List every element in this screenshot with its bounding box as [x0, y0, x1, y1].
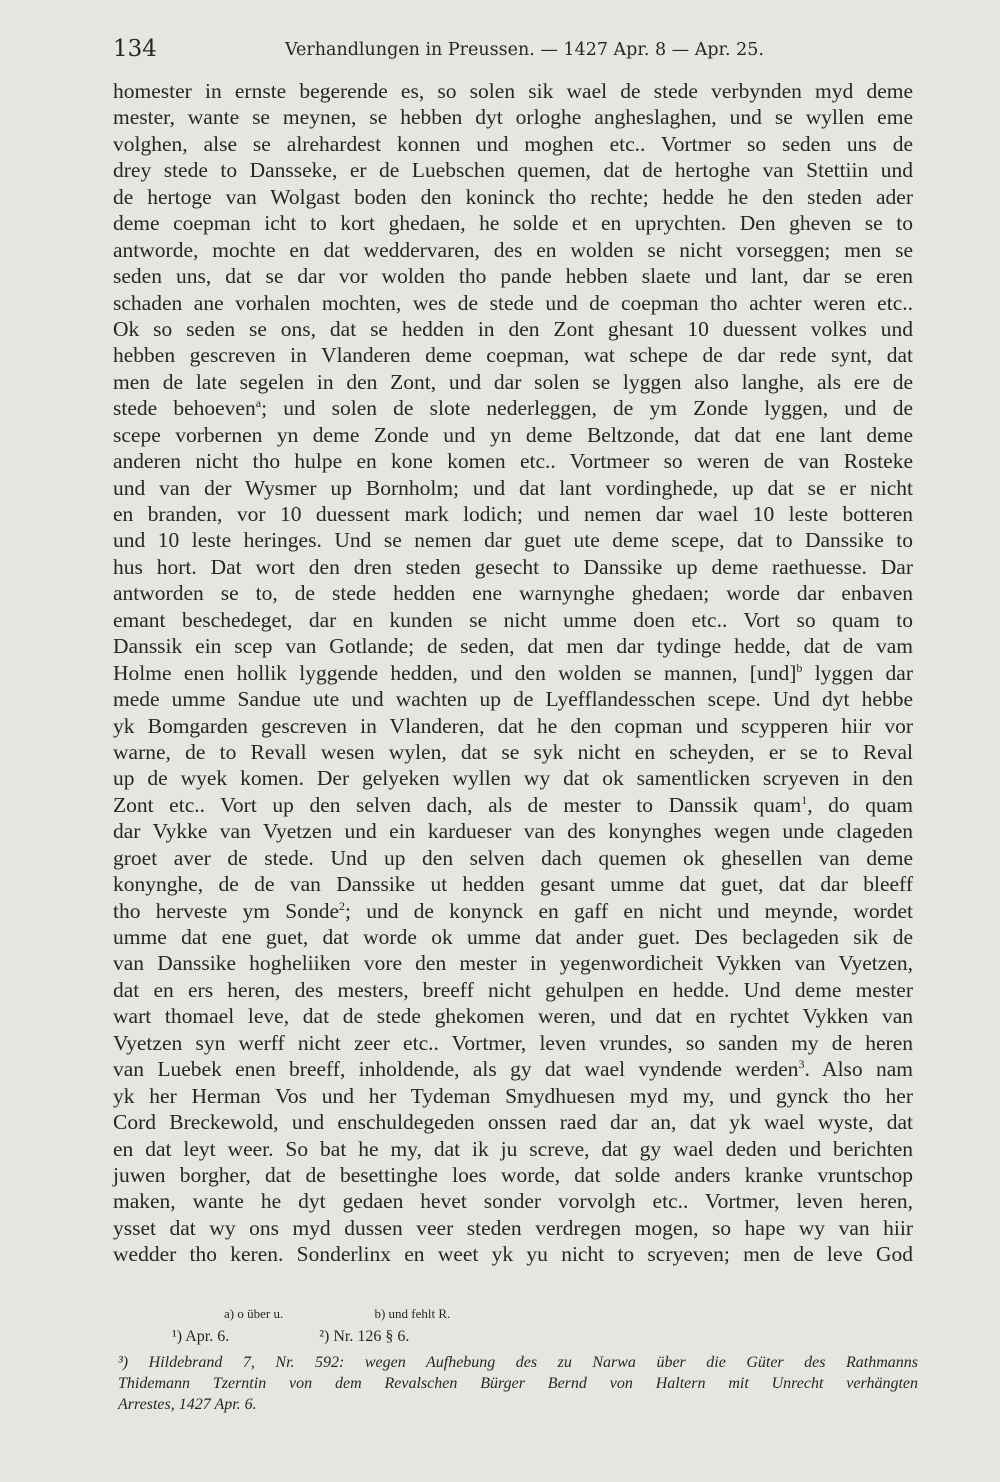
- note-marker: 2: [339, 898, 345, 913]
- text-line: juwen borgher, dat de besettinghe loes worde, dat solde anders kranke vruntschop: [113, 1162, 913, 1187]
- textual-note-a: a) o über u.: [224, 1306, 284, 1321]
- text-line: up de wyek komen. Der gelyeken wyllen wy dat ok samentlicken scryeven in den: [113, 766, 913, 791]
- text-line: homester in ernste begerende es, so solen sik wael de stede verbynden myd deme: [113, 79, 913, 103]
- text-line: hebben gescreven in Vlanderen deme coepman, wat schepe de dar rede synt, dat: [113, 343, 913, 368]
- text-line: drey stede to Dansseke, er de Luebschen quemen, dat de hertoghe van Stettiin und: [113, 158, 913, 183]
- text-line: groet aver de stede. Und up den selven dach quemen ok ghesellen van deme: [113, 845, 913, 870]
- text-line: de hertoge van Wolgast boden den koninck tho rechte; hedde he den steden ader: [113, 184, 913, 209]
- text-line: hus hort. Dat wort den dren steden gesecht to Danssike up deme raethuesse. Dar: [113, 554, 913, 579]
- textual-notes: [224, 1306, 624, 1322]
- text-line: wart thomael leve, dat de stede ghekomen weren, und dat en rychtet Vykken van: [113, 1004, 913, 1029]
- text-line: Cord Breckewold, und enschuldegeden onssen raed dar an, dat yk wael wyste, dat: [113, 1110, 913, 1135]
- text-line: mede umme Sandue ute und wachten up de Lyefflandesschen scepe. Und dyt hebbe: [113, 687, 913, 712]
- text-line: anderen nicht tho hulpe en kone komen etc.. Vortmeer so weren de van Rosteke: [113, 449, 913, 474]
- running-title: Verhandlungen in Preussen. — 1427 Apr. 8 — Apr. 25.: [285, 40, 764, 60]
- note-marker: 1: [801, 792, 808, 807]
- note-marker: b: [796, 660, 803, 675]
- text-line: maken, wante he dyt gedaen hevet sonder vorvolgh etc.. Vortmer, leven heren,: [113, 1189, 913, 1214]
- text-line: umme dat ene guet, dat worde ok umme dat ander guet. Des beclageden sik de: [113, 925, 913, 949]
- text-line: schaden ane vorhalen mochten, wes de stede und de coepman tho achter weren etc..: [113, 290, 913, 315]
- text-line: konynghe, de de van Danssike ut hedden gesant umme dat guet, dat dar bleeff: [113, 872, 913, 897]
- text-line: antworde, mochte en dat weddervaren, des en wolden se nicht vorseggen; men se: [113, 237, 913, 262]
- text-line: warne, de to Revall wesen wylen, dat se syk nicht en scheyden, er se to Reval: [113, 739, 913, 764]
- footnote-3-line: ³) Hildebrand 7, Nr. 592: wegen Aufhebung des zu Narwa über die Güter des Rathmanns: [118, 1354, 918, 1371]
- footnote-1: ¹) Apr. 6.: [172, 1328, 230, 1345]
- text-line: Holme enen hollik lyggende hedden, und den wolden se mannen, [und]$^b$ lyggen dar: [113, 660, 914, 685]
- text-line: Zont etc.. Vort up den selven dach, als de mester to Danssik quam$^1$, do quam: [113, 792, 913, 817]
- text-line: en dat leyt weer. So bat he my, dat ik ju screve, dat gy wael deden und berichten: [113, 1136, 913, 1161]
- text-line: tho herveste ym Sonde$^2$; und de konynck en gaff en nicht und meynde, wordet: [113, 898, 913, 923]
- text-line: yk her Herman Vos und her Tydeman Smydhuesen myd my, und gynck tho her: [113, 1083, 913, 1108]
- text-line: antworden se to, de stede hedden ene warnynghe ghedaen; worde dar enbaven: [113, 581, 913, 606]
- text-line: Danssik ein scep van Gotlande; de seden, dat men dar tydinge hedde, dat de vam: [113, 634, 913, 659]
- text-line: dar Vykke van Vyetzen und ein kardueser van des konynghes wegen unde clageden: [113, 819, 913, 844]
- text-line: men de late segelen in den Zont, und dar solen se lyggen also langhe, als ere de: [113, 369, 913, 394]
- numbered-footnotes: [172, 1328, 672, 1346]
- text-line: mester, wante se meynen, se hebben dyt orloghe angheslaghen, und se wyllen eme: [113, 105, 913, 130]
- text-line: Ok so seden se ons, dat se hedden in den Zont ghesant 10 duessent volkes und: [113, 316, 913, 341]
- page-header: [113, 36, 913, 68]
- text-line: stede behoeven$^a$; und solen de slote nederleggen, de ym Zonde lyggen, und de: [113, 396, 913, 421]
- text-line: van Danssike hogheliiken vore den mester in yegenwordicheit Vykken van Vyetzen,: [113, 951, 913, 976]
- text-line: und van der Wysmer up Bornholm; und dat lant vordinghede, up dat se er nicht: [113, 475, 913, 500]
- note-marker: 3: [798, 1057, 805, 1072]
- footnote-2: ²) Nr. 126 § 6.: [319, 1328, 410, 1345]
- footnote-3: [118, 1352, 918, 1415]
- text-line: yk Bomgarden gescreven in Vlanderen, dat he den copman und scypperen hiir vor: [113, 713, 913, 738]
- footnote-3-line: Thidemann Tzerntin von dem Revalschen Bürger Bernd von Haltern mit Unrecht verhängten: [118, 1375, 918, 1392]
- page-number: 134: [113, 36, 157, 62]
- text-line: Vyetzen syn werff nicht zeer etc.. Vortmer, leven vrundes, so sanden my de heren: [113, 1030, 913, 1055]
- text-line: van Luebek enen breeff, inholdende, als gy dat wael vyndende werden$^3$. Also nam: [113, 1057, 913, 1082]
- text-line: ysset dat wy ons myd dussen veer steden verdregen mogen, so hape wy van hiir: [113, 1215, 913, 1240]
- text-line: en branden, vor 10 duessent mark lodich; und nemen dar wael 10 leste botteren: [113, 502, 913, 526]
- text-line: seden uns, dat se dar vor wolden tho pande hebben slaete und lant, dar se eren: [113, 264, 913, 289]
- text-line: wedder tho keren. Sonderlinx en weet yk yu nicht to scryeven; men de leve God: [113, 1242, 913, 1267]
- main-text: [113, 78, 913, 1268]
- text-line: emant beschedeget, dar en kunden se nicht umme doen etc.. Vort so quam to: [113, 607, 913, 632]
- text-line: volghen, alse se alrehardest konnen und moghen etc.. Vortmer so seden uns de: [113, 131, 913, 156]
- text-line: dat en ers heren, des mesters, breeff nicht gehulpen en hedde. Und deme mester: [113, 977, 913, 1002]
- note-marker: a: [255, 396, 262, 411]
- text-line: deme coepman icht to kort ghedaen, he solde et en uprychten. Den gheven se to: [113, 211, 913, 236]
- footnote-3-line: Arrestes, 1427 Apr. 6.: [118, 1396, 257, 1413]
- text-line: und 10 leste heringes. Und se nemen dar guet ute deme scepe, dat to Danssike to: [113, 528, 913, 553]
- textual-note-b: b) und fehlt R.: [374, 1306, 451, 1321]
- text-line: scepe vorbernen yn deme Zonde und yn deme Beltzonde, dat dat ene lant deme: [113, 422, 913, 447]
